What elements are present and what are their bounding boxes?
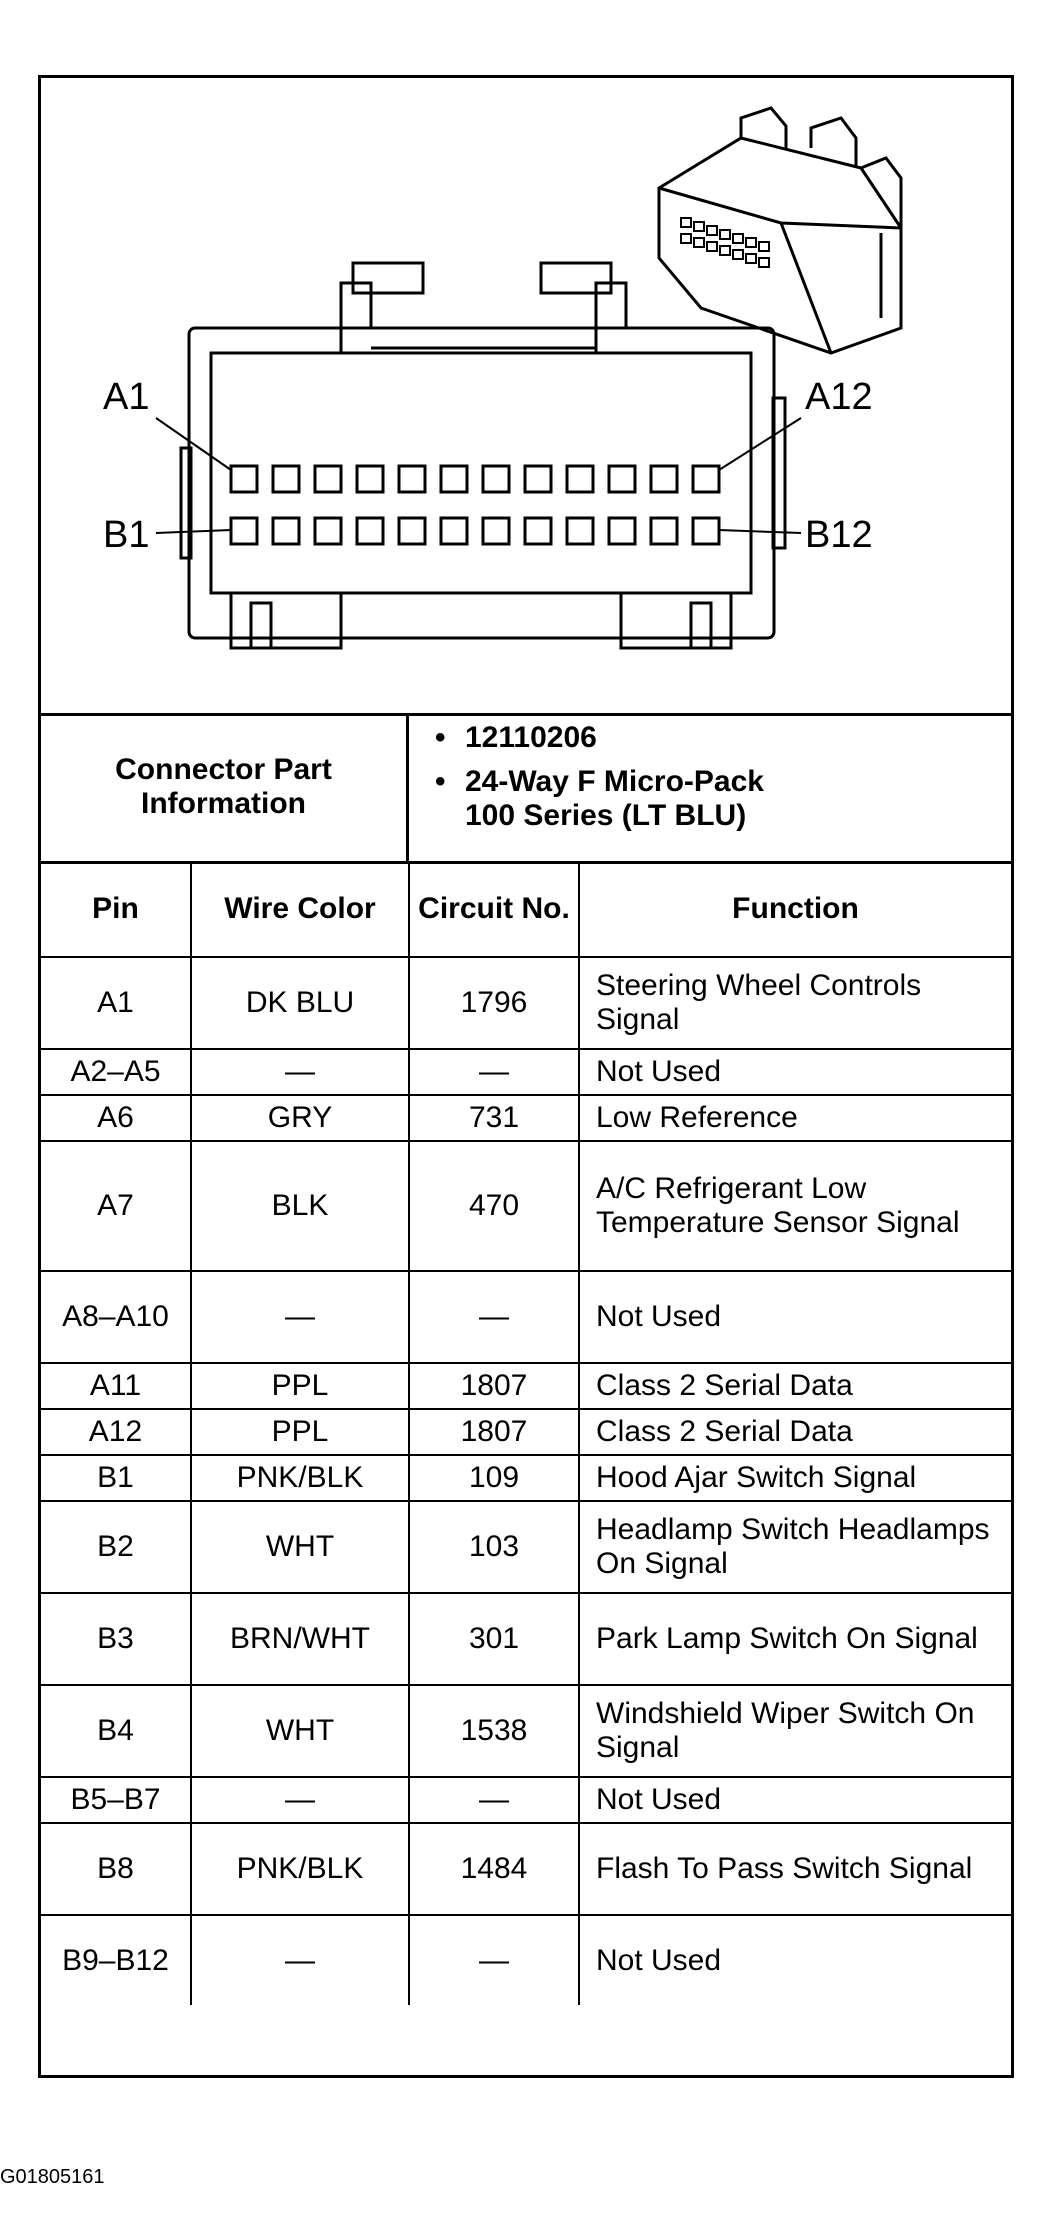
circuit-cell: — [409, 1271, 579, 1363]
function-cell: Class 2 Serial Data [579, 1409, 1011, 1455]
pin-cell: B9–B12 [41, 1915, 191, 2005]
wire-color-cell: DK BLU [191, 957, 409, 1049]
pin-cell: A6 [41, 1095, 191, 1141]
part-info-details [409, 713, 1011, 861]
circuit-cell: — [409, 1777, 579, 1823]
pin-cell: B2 [41, 1501, 191, 1593]
circuit-cell: 1538 [409, 1685, 579, 1777]
pin-cell: A8–A10 [41, 1271, 191, 1363]
part-number: • 12110206 [465, 721, 1011, 755]
table-row [41, 1823, 1011, 1915]
circuit-cell: 1807 [409, 1409, 579, 1455]
callout-b1: B1 [103, 514, 150, 556]
function-cell: Class 2 Serial Data [579, 1363, 1011, 1409]
circuit-cell: 301 [409, 1593, 579, 1685]
pin-cell: A1 [41, 957, 191, 1049]
table-row [41, 1049, 1011, 1095]
circuit-cell: 1796 [409, 957, 579, 1049]
table-row [41, 1141, 1011, 1271]
wire-color-cell: — [191, 1049, 409, 1095]
table-row [41, 1271, 1011, 1363]
function-cell: Windshield Wiper Switch On Signal [579, 1685, 1011, 1777]
function-cell: Low Reference [579, 1095, 1011, 1141]
part-description-line2: 100 Series (LT BLU) [465, 799, 747, 832]
wire-color-cell: BLK [191, 1141, 409, 1271]
circuit-cell: — [409, 1915, 579, 2005]
wire-color-cell: PNK/BLK [191, 1823, 409, 1915]
pin-cell: A7 [41, 1141, 191, 1271]
table-header-row [41, 861, 1011, 957]
function-cell: Not Used [579, 1049, 1011, 1095]
wire-color-cell: PNK/BLK [191, 1455, 409, 1501]
connector-diagram [41, 78, 1011, 716]
wire-color-cell: WHT [191, 1501, 409, 1593]
function-cell: Headlamp Switch Headlamps On Signal [579, 1501, 1011, 1593]
wire-color-cell: GRY [191, 1095, 409, 1141]
callout-a1: A1 [103, 376, 150, 418]
circuit-cell: 109 [409, 1455, 579, 1501]
part-description-line1: • 24-Way F Micro-Pack [465, 765, 1011, 799]
circuit-cell: 731 [409, 1095, 579, 1141]
table-row [41, 1455, 1011, 1501]
circuit-cell: 103 [409, 1501, 579, 1593]
function-cell: Not Used [579, 1915, 1011, 2005]
table-row [41, 1915, 1011, 2005]
circuit-cell: 470 [409, 1141, 579, 1271]
header-circuit-no: Circuit No. [409, 861, 579, 957]
pin-cell: A11 [41, 1363, 191, 1409]
function-cell: Flash To Pass Switch Signal [579, 1823, 1011, 1915]
wire-color-cell: — [191, 1915, 409, 2005]
header-pin: Pin [41, 861, 191, 957]
part-info-label: Connector Part Information [41, 713, 409, 861]
table-row [41, 1593, 1011, 1685]
pin-cavities [231, 466, 719, 544]
function-cell: Park Lamp Switch On Signal [579, 1593, 1011, 1685]
circuit-cell: — [409, 1049, 579, 1095]
function-cell: Not Used [579, 1271, 1011, 1363]
connector-front-view [181, 263, 785, 648]
table-row [41, 1409, 1011, 1455]
pin-cell: A2–A5 [41, 1049, 191, 1095]
wire-color-cell: — [191, 1777, 409, 1823]
wire-color-cell: PPL [191, 1409, 409, 1455]
wire-color-cell: — [191, 1271, 409, 1363]
header-function: Function [579, 861, 1011, 957]
table-row [41, 1363, 1011, 1409]
wire-color-cell: WHT [191, 1685, 409, 1777]
wire-color-cell: BRN/WHT [191, 1593, 409, 1685]
pin-cell: B4 [41, 1685, 191, 1777]
pin-cell: B8 [41, 1823, 191, 1915]
connector-3d-view [659, 108, 901, 353]
callout-b12: B12 [805, 514, 873, 556]
table-row [41, 1685, 1011, 1777]
function-cell: Hood Ajar Switch Signal [579, 1455, 1011, 1501]
pin-cell: B3 [41, 1593, 191, 1685]
pinout-table [41, 861, 1011, 2005]
connector-part-info [41, 713, 1011, 864]
table-row [41, 1777, 1011, 1823]
figure-id: G01805161 [0, 2166, 105, 2188]
function-cell: Steering Wheel Controls Signal [579, 957, 1011, 1049]
wire-color-cell: PPL [191, 1363, 409, 1409]
header-wire-color: Wire Color [191, 861, 409, 957]
pin-cell: B5–B7 [41, 1777, 191, 1823]
function-cell: A/C Refrigerant Low Temperature Sensor Signal [579, 1141, 1011, 1271]
connector-frame [38, 75, 1014, 2078]
callout-a12: A12 [805, 376, 873, 418]
pin-cell: B1 [41, 1455, 191, 1501]
circuit-cell: 1807 [409, 1363, 579, 1409]
pin-cell: A12 [41, 1409, 191, 1455]
callout-leaders [156, 418, 801, 533]
circuit-cell: 1484 [409, 1823, 579, 1915]
table-row [41, 1501, 1011, 1593]
table-row [41, 957, 1011, 1049]
table-row [41, 1095, 1011, 1141]
function-cell: Not Used [579, 1777, 1011, 1823]
